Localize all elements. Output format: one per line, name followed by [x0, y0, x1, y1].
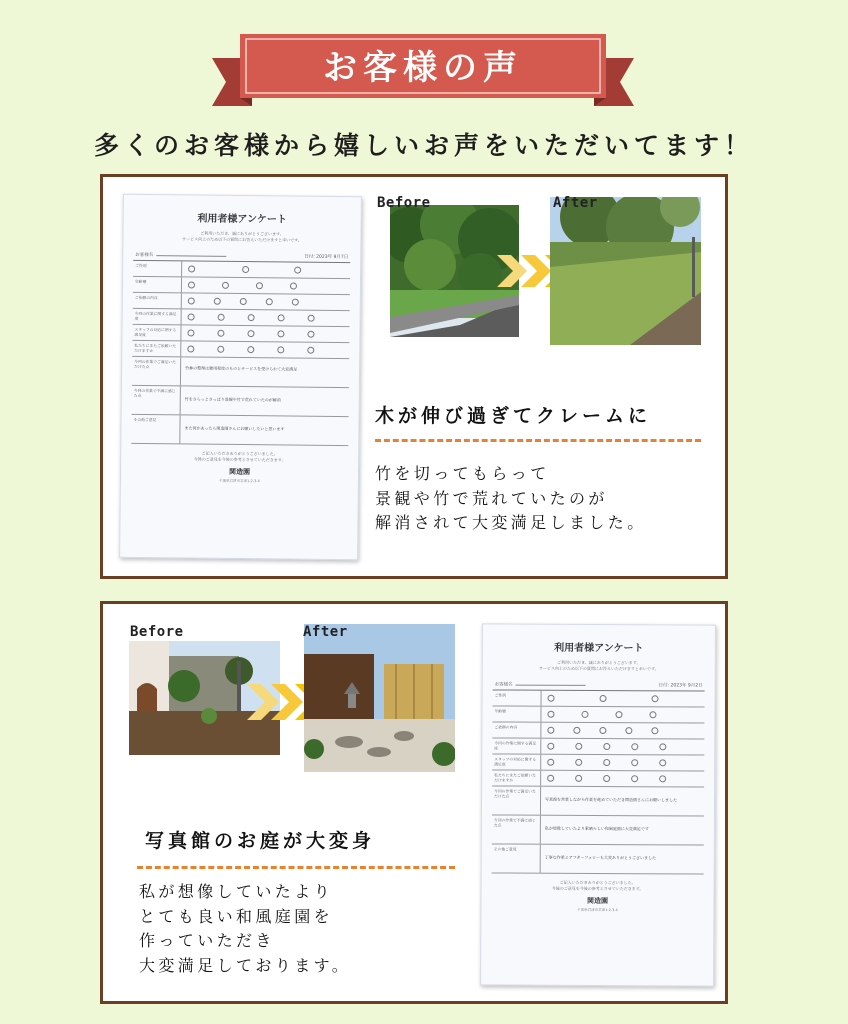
survey-header-row: お客様名 日付: 2023年 9月2日: [494, 682, 703, 689]
testimonial-heading: 木が伸び過ぎてクレームに: [375, 405, 652, 427]
handwritten-answer: 竹林の整理は雑用程度のものとサービスを受けられて大変満足: [185, 365, 298, 372]
survey-company: 関造園: [586, 896, 609, 906]
after-photo: [550, 197, 701, 345]
page-title: お客様の声: [323, 47, 523, 88]
subtitle: 多くのお客様から嬉しいお声をいただいてます！: [93, 131, 754, 160]
survey-row: 私たちにまたご依頼いただけますか: [132, 341, 349, 359]
survey-row: 今回の作業でご満足いただけた点 写真館を営業しながら作業を進めていただき関造園さんにお願いしました: [492, 786, 704, 816]
survey-title: 利用者様アンケート: [197, 213, 287, 226]
survey-row: ご依頼の内容: [133, 293, 350, 311]
survey-row: スタッフの対応に関する満足度: [492, 754, 704, 771]
survey-row: 年齢層: [133, 277, 350, 295]
testimonial-card-2: [100, 601, 728, 1004]
survey-row: 年齢層: [492, 706, 704, 723]
handwritten-answer: 竹をさらっとさっぱり景観や竹で荒れていたのが解消: [184, 396, 281, 403]
handwritten-answer: 写真館を営業しながら作業を進めていただき関造園さんにお願いしました: [545, 796, 678, 803]
survey-row: 今回の作業でご満足いただけた点 竹林の整理は雑用程度のものとサービスを受けられて大変満足: [132, 357, 349, 388]
survey-title: 利用者様アンケート: [554, 642, 644, 655]
survey-sheet: [119, 194, 362, 560]
survey-table: [131, 260, 350, 446]
after-label: After: [553, 195, 598, 211]
testimonial-body: 竹を切ってもらって 景観や竹で荒れていたのが 解消されて大変満足しました。: [375, 464, 647, 532]
survey-row: ご依頼の内容: [492, 722, 704, 739]
survey-row: 今回の作業で不満に感じた点 竹をさらっとさっぱり景観や竹で荒れていたのが解消: [132, 386, 349, 417]
testimonial-heading: 写真館のお庭が大変身: [145, 830, 376, 852]
survey-row: スタッフの対応に関する満足度: [132, 325, 349, 343]
survey-intro: ご利用いただき、誠にありがとうございます。 サービス向上のため以下の質問にお答えいただけますと幸いです。: [538, 659, 659, 672]
survey-address: 千葉県君津市君津1-2-3-4: [577, 907, 618, 913]
survey-row: 今回の作業で不満に感じた点 私が想像していたより素晴らしい和風庭園に大変満足です: [492, 815, 704, 845]
survey-intro: ご利用いただき、誠にありがとうございます。 サービス向上のため以下の質問にお答えいただけますと幸いです。: [182, 230, 302, 243]
handwritten-answer: また何かあったら関造園さんにお願いしたいと思います: [184, 425, 285, 432]
survey-footnote: ご記入いただきありがとうございました。 今後のご意見を今後の参考とさせていただきます。: [193, 450, 286, 463]
survey-row: 今回の作業に関する満足度: [492, 738, 704, 755]
after-photo: [304, 624, 455, 772]
handwritten-answer: 私が想像していたより素晴らしい和風庭園に大変満足です: [544, 825, 649, 832]
survey-row: その他ご意見 また何かあったら関造園さんにお願いしたいと思います: [131, 415, 348, 446]
survey-address: 千葉県君津市君津1-2-3-4: [219, 478, 260, 484]
survey-footnote: ご記入いただきありがとうございました。 今後のご意見を今後の参考とさせていただきます。: [551, 879, 644, 892]
survey-sheet: [480, 623, 716, 986]
survey-row: 私たちにまたご依頼いただけますか: [492, 770, 704, 787]
survey-table: [492, 689, 705, 874]
survey-row: その他ご意見 丁寧な作業とアフターフォローも大変ありがとうございました: [492, 844, 704, 874]
survey-header-row: お客様名 日付: 2023年 9月7日: [135, 252, 349, 261]
after-label: After: [303, 624, 348, 640]
testimonial-body: 私が想像していたより とても良い和風庭園を 作っていただき 大変満足しております。: [139, 882, 352, 975]
before-label: Before: [130, 624, 184, 640]
survey-row: 今回の作業に関する満足度: [133, 309, 350, 327]
heading-divider: [375, 439, 701, 442]
survey-row: ご性別: [493, 690, 705, 707]
handwritten-answer: 丁寧な作業とアフターフォローも大変ありがとうございました: [544, 854, 657, 861]
before-label: Before: [377, 195, 431, 211]
survey-date: 2023年 9月2日: [670, 683, 703, 689]
survey-row: ご性別: [133, 261, 350, 279]
testimonial-card-1: [100, 174, 728, 579]
survey-date: 2023年 9月7日: [316, 254, 349, 261]
survey-company: 関造園: [228, 467, 251, 477]
heading-divider: [137, 866, 455, 869]
